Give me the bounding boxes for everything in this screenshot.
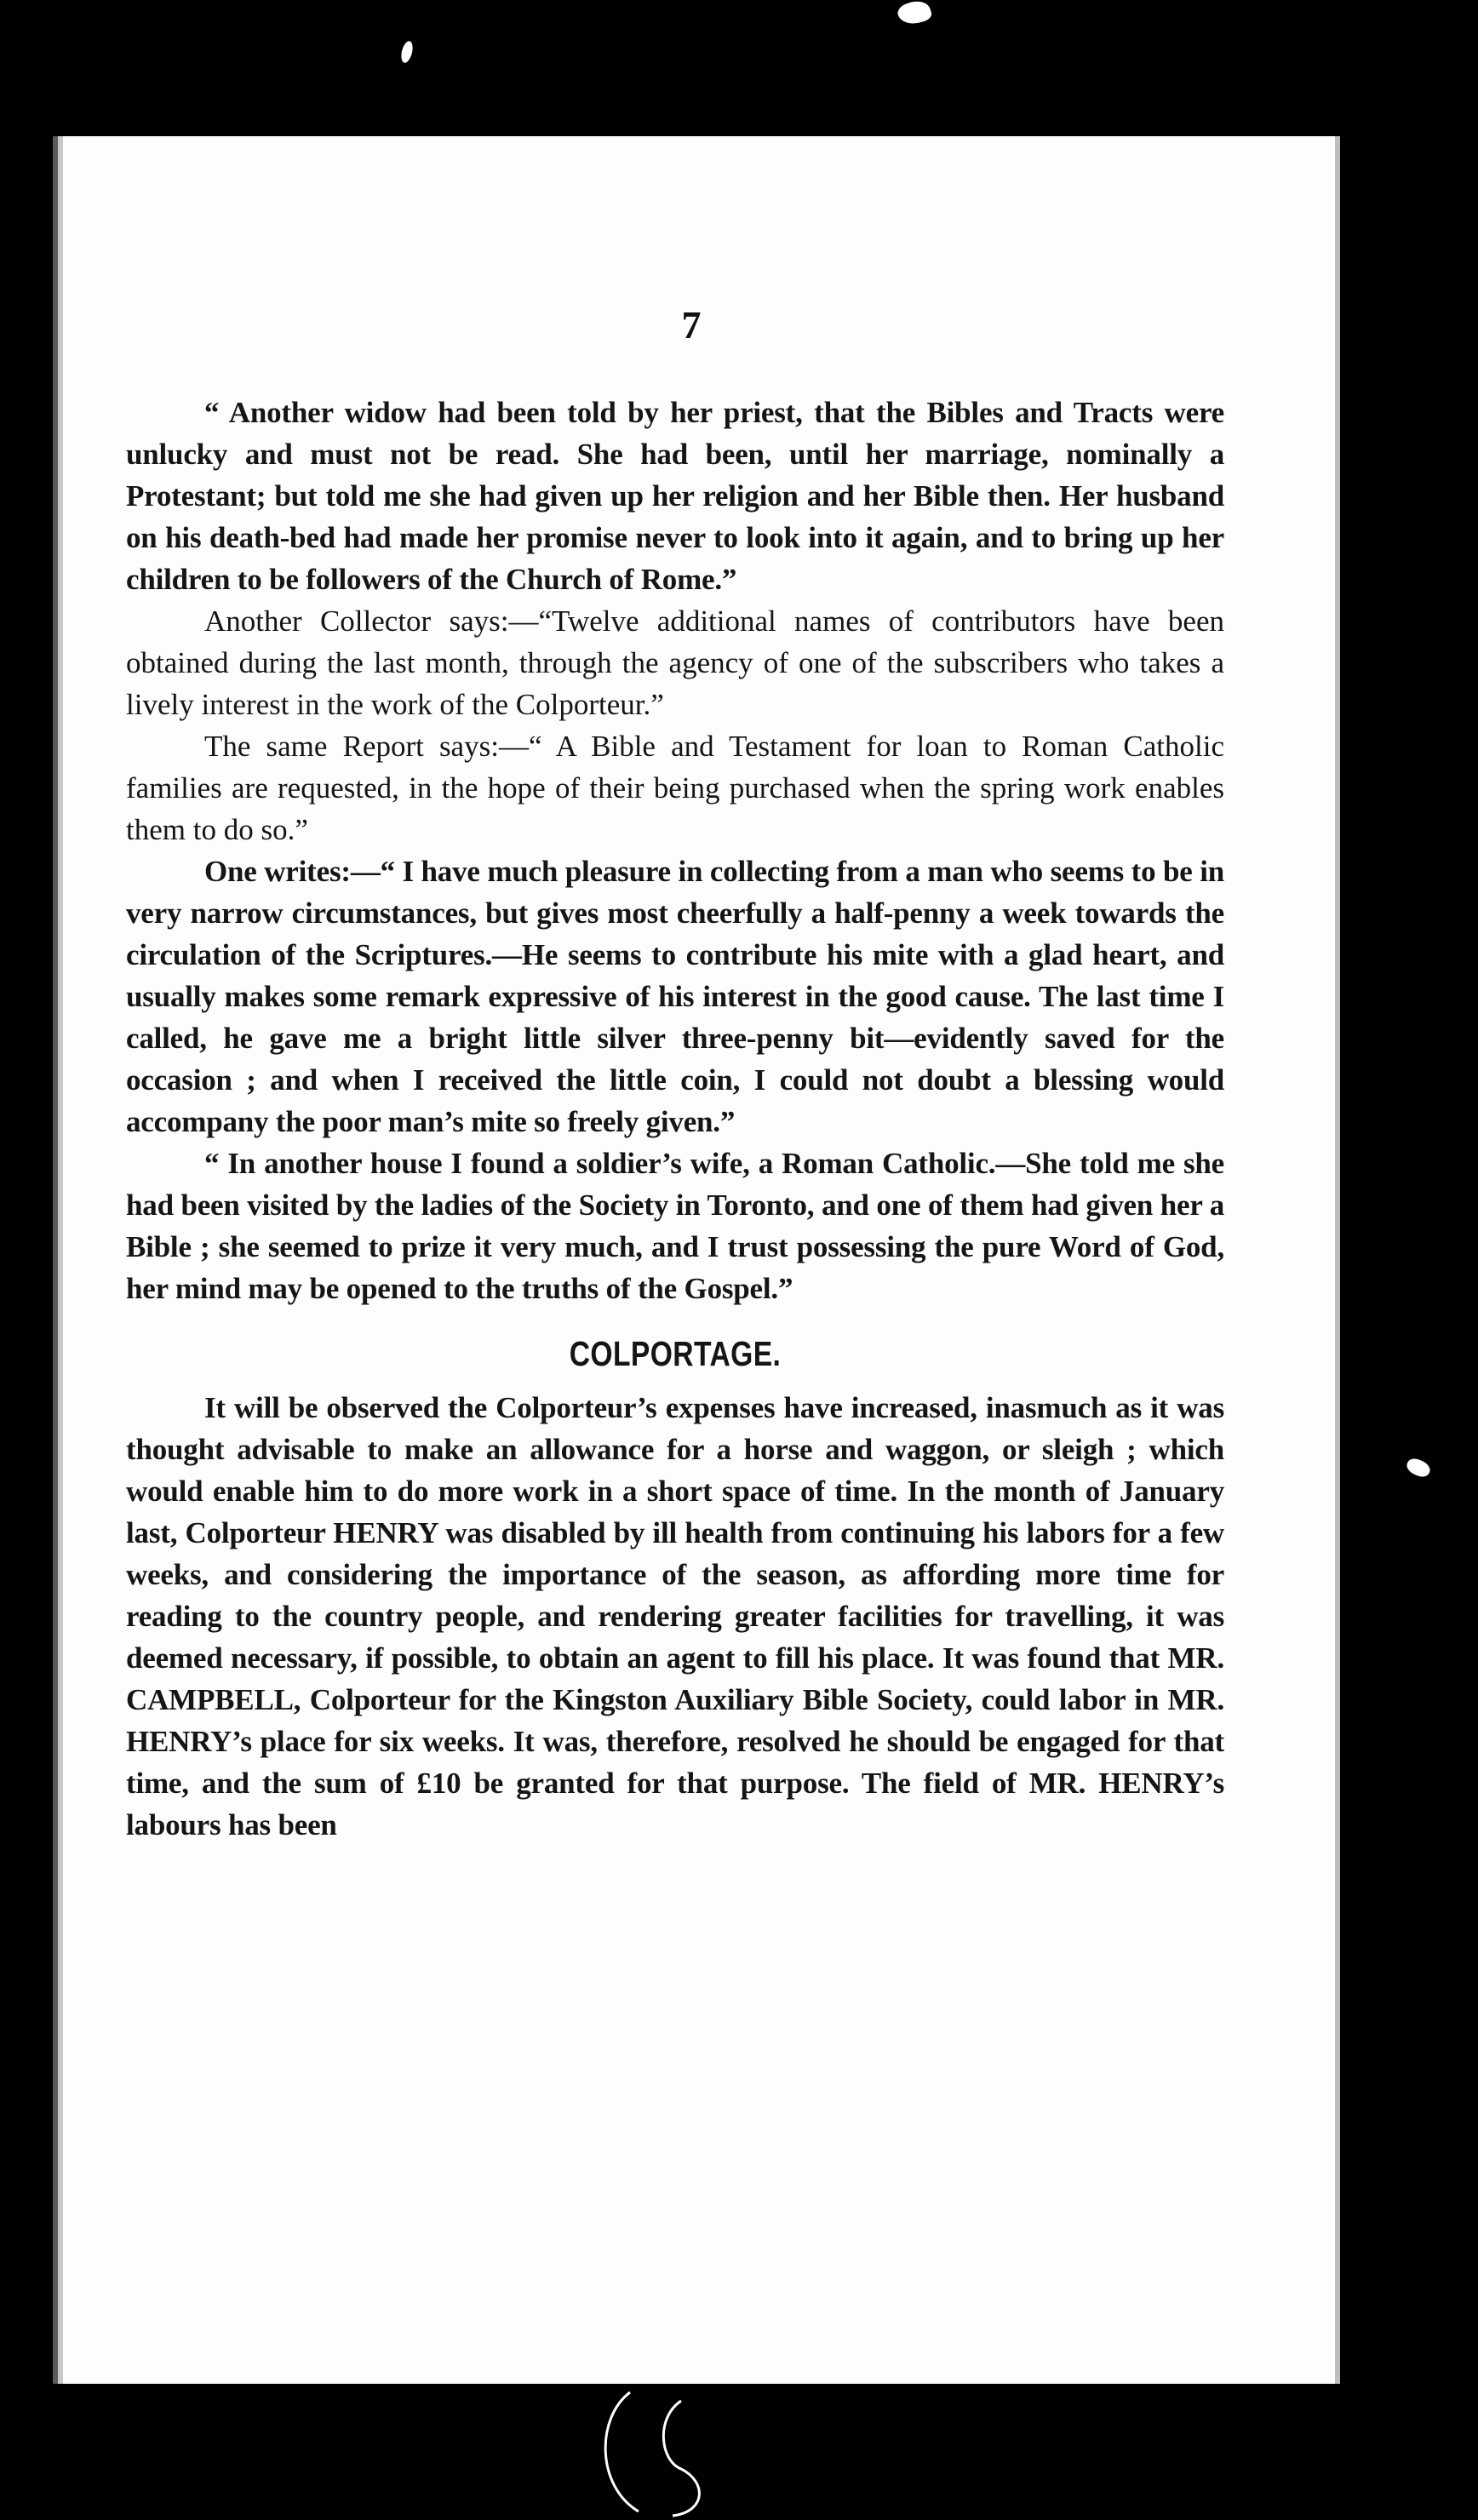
document-page xyxy=(53,136,1335,2384)
paragraph-one-writes: One writes:—“ I have much pleasure in collecting from a man who seems to be in very narrow circumstances, but gives most cheerfully a half-penny a week towards the circulation of the Scriptures.—He seems to contribute his mite with a glad heart, and usually makes some remark expressive of his interest in the good cause. The last time I called, he gave me a bright little silver three-penny bit—evidently saved for the occasion ; and when I received the little coin, I could not doubt a blessing would accompany the poor man’s mite so freely given.” xyxy=(126,855,1224,1138)
paragraph-colportage: It will be observed the Colporteur’s expenses have increased, inasmuch as it was thought advisable to make an allowance for a horse and waggon, or sleigh ; which would enable him to do more work in a short space of time. In the month of January last, Colporteur HENRY was disabled by ill health from continuing his labors for a few weeks, and considering the importance of the season, as affording more time for reading to the country people, and rendering greater facilities for travelling, it was deemed necessary, if possible, to obtain an agent to fill his place. It was found that MR. CAMPBELL, Colporteur for the Kingston Auxiliary Bible Society, could labor in MR. HENRY’s place for six weeks. It was, therefore, resolved he should be engaged for that time, and the sum of £10 be granted for that purpose. The field of MR. HENRY’s labours has been xyxy=(126,1391,1224,1841)
scan-speck xyxy=(896,0,933,28)
scan-artifact-scribble xyxy=(579,2384,749,2520)
page-edge-shadow xyxy=(1335,136,1340,2384)
text-body xyxy=(126,392,1224,1846)
paragraph-report: The same Report says:—“ A Bible and Testament for loan to Roman Catholic families are requested, in the hope of their being purchased when the spring work enables them to do so.” xyxy=(126,730,1224,846)
paragraph-soldiers-wife: “ In another house I found a soldier’s wife, a Roman Catholic.—She told me she had been visited by the ladies of the Society in Toronto, and one of them had given her a Bible ; she seemed to prize it very much, and I trust possessing the pure Word of God, her mind may be opened to the truths of the Gospel.” xyxy=(126,1147,1224,1305)
paragraph-widow: “ Another widow had been told by her priest, that the Bibles and Tracts were unlucky and must not be read. She had been, until her marriage, nominally a Protestant; but told me she had given up her religion and her Bible then. Her husband on his death-bed had made her promise never to look into it again, and to bring up her children to be followers of the Church of Rome.” xyxy=(126,396,1224,596)
section-heading: COLPORTAGE. xyxy=(569,1334,782,1373)
page-number: 7 xyxy=(681,303,702,346)
scan-speck xyxy=(1405,1456,1433,1480)
scan-speck xyxy=(399,40,415,64)
paragraph-collector: Another Collector says:—“Twelve additional names of contributors have been obtained during the last month, through the agency of one of the subscribers who takes a lively interest in the work of the Colporteur.” xyxy=(126,604,1224,721)
